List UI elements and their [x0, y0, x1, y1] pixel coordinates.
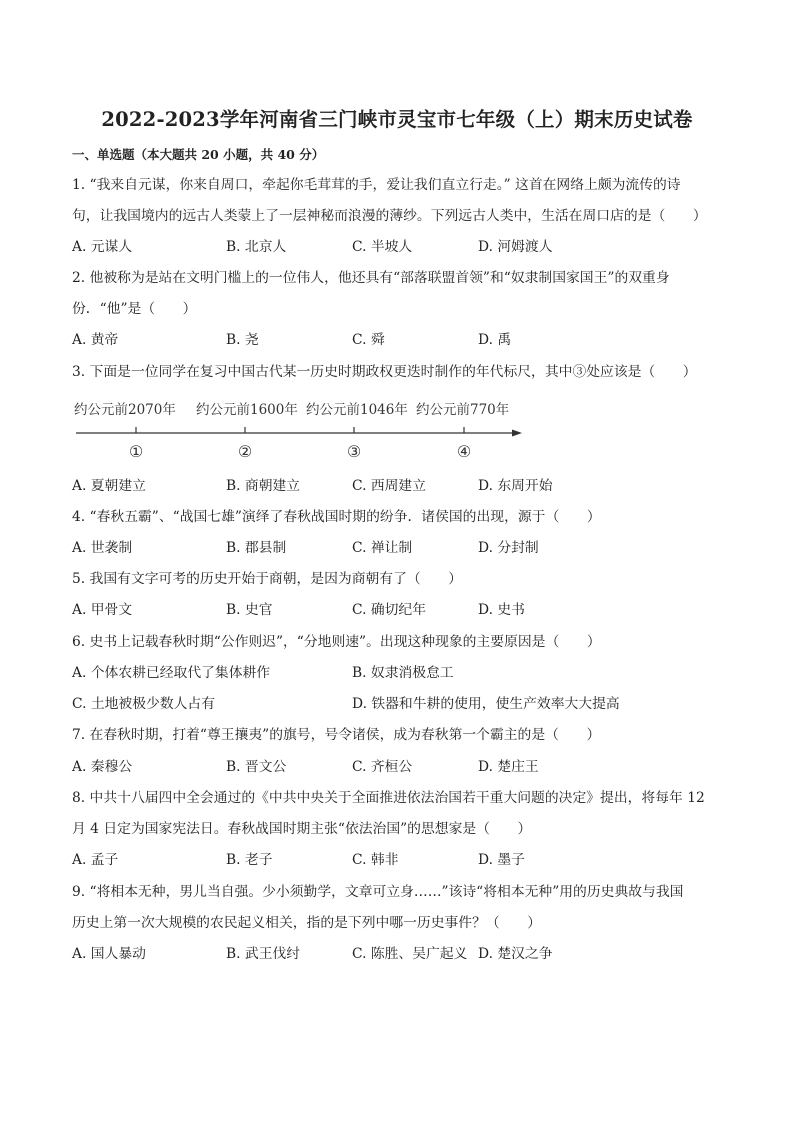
- q4-option-a: A. 世袭制: [72, 540, 133, 556]
- q8-stem-line1: 8. 中共十八届四中全会通过的《中共中央关于全面推进依法治国若干重大问题的决定》提出，将每年 12: [72, 790, 705, 806]
- timeline-mark-3: ③: [346, 442, 362, 461]
- q3-stem-line1: 3. 下面是一位同学在复习中国古代某一历史时期政权更迭时制作的年代标尺，其中③处应该是（ ）: [72, 364, 697, 380]
- q3-timeline: [70, 392, 530, 464]
- timeline-mark-1: ①: [128, 442, 144, 461]
- q8-stem-line2: 月 4 日定为国家宪法日。春秋战国时期主张“依法治国”的思想家是（ ）: [72, 821, 532, 837]
- q9-stem-line1: 9. “将相本无种，男儿当自强。少小须勤学，文章可立身……”该诗“将相本无种”用的历史典故与我国: [72, 884, 684, 900]
- q1-option-b: B. 北京人: [226, 239, 287, 255]
- q9-stem-line2: 历史上第一次大规模的农民起义相关，指的是下列中哪一历史事件？（ ）: [72, 915, 542, 931]
- q6-option-b: B. 奴隶消极怠工: [352, 665, 454, 681]
- q9-option-c: C. 陈胜、吴广起义: [352, 946, 468, 962]
- q3-option-d: D. 东周开始: [478, 478, 553, 494]
- q8-option-a: A. 孟子: [72, 852, 119, 868]
- q1-option-c: C. 半坡人: [352, 239, 413, 255]
- timeline-label-4: 约公元前770年: [416, 402, 510, 418]
- q5-option-c: C. 确切纪年: [352, 602, 427, 618]
- q5-option-b: B. 史官: [226, 602, 273, 618]
- q5-stem-line1: 5. 我国有文字可考的历史开始于商朝，是因为商朝有了（ ）: [72, 571, 463, 587]
- q3-option-a: A. 夏朝建立: [72, 478, 146, 494]
- timeline-label-2: 约公元前1600年: [196, 402, 298, 418]
- q6-option-a: A. 个体农耕已经取代了集体耕作: [72, 665, 271, 681]
- timeline-label-3: 约公元前1046年: [306, 402, 408, 418]
- q5-option-d: D. 史书: [478, 602, 525, 618]
- q2-option-b: B. 尧: [226, 332, 259, 348]
- timeline-arrow-icon: [512, 430, 522, 437]
- q4-option-b: B. 郡县制: [226, 540, 287, 556]
- q2-option-a: A. 黄帝: [72, 332, 119, 348]
- q7-option-a: A. 秦穆公: [72, 759, 133, 775]
- q6-option-d: D. 铁器和牛耕的使用，使生产效率大大提高: [352, 696, 620, 712]
- q1-stem-line1: 1. “我来自元谋，你来自周口，牵起你毛茸茸的手，爱让我们直立行走。” 这首在网络上颇为流传的诗: [72, 177, 681, 193]
- q5-option-a: A. 甲骨文: [72, 602, 133, 618]
- q4-option-c: C. 禅让制: [352, 540, 413, 556]
- timeline-mark-2: ②: [237, 442, 253, 461]
- q7-stem-line1: 7. 在春秋时期，打着“尊王攘夷”的旗号，号令诸侯，成为春秋第一个霸主的是（ ）: [72, 727, 601, 743]
- q2-stem-line1: 2. 他被称为是站在文明门槛上的一位伟人，他还具有“部落联盟首领”和“奴隶制国家国王”的双重身: [72, 270, 670, 286]
- q4-stem-line1: 4. “春秋五霸”、“战国七雄”演绎了春秋战国时期的纷争．诸侯国的出现，源于（ ）: [72, 509, 601, 525]
- q3-option-c: C. 西周建立: [352, 478, 427, 494]
- q4-option-d: D. 分封制: [478, 540, 539, 556]
- q7-option-c: C. 齐桓公: [352, 759, 413, 775]
- q9-option-a: A. 国人暴动: [72, 946, 146, 962]
- timeline-mark-4: ④: [456, 442, 472, 461]
- q3-option-b: B. 商朝建立: [226, 478, 301, 494]
- q1-stem-line2: 句，让我国境内的远古人类蒙上了一层神秘而浪漫的薄纱。下列远古人类中，生活在周口店的是（ ）: [72, 208, 707, 224]
- q1-option-d: D. 河姆渡人: [478, 239, 553, 255]
- q2-option-c: C. 舜: [352, 332, 385, 348]
- q8-option-c: C. 韩非: [352, 852, 399, 868]
- section-heading: 一、单选题（本大题共 20 小题，共 40 分）: [72, 147, 325, 162]
- q7-option-b: B. 晋文公: [226, 759, 287, 775]
- q2-option-d: D. 禹: [478, 332, 512, 348]
- q9-option-b: B. 武王伐纣: [226, 946, 301, 962]
- q6-stem-line1: 6. 史书上记载春秋时期“公作则迟”，“分地则速”。出现这种现象的主要原因是（ ）: [72, 634, 601, 650]
- exam-title: 2022-2023学年河南省三门峡市灵宝市七年级（上）期末历史试卷: [101, 108, 693, 131]
- q9-option-d: D. 楚汉之争: [478, 946, 553, 962]
- q6-option-c: C. 土地被极少数人占有: [72, 696, 216, 712]
- q8-option-b: B. 老子: [226, 852, 273, 868]
- timeline-label-1: 约公元前2070年: [74, 402, 176, 418]
- q8-option-d: D. 墨子: [478, 852, 525, 868]
- q2-stem-line2: 份．“他”是（ ）: [72, 301, 197, 317]
- q1-option-a: A. 元谋人: [72, 239, 133, 255]
- q7-option-d: D. 楚庄王: [478, 759, 539, 775]
